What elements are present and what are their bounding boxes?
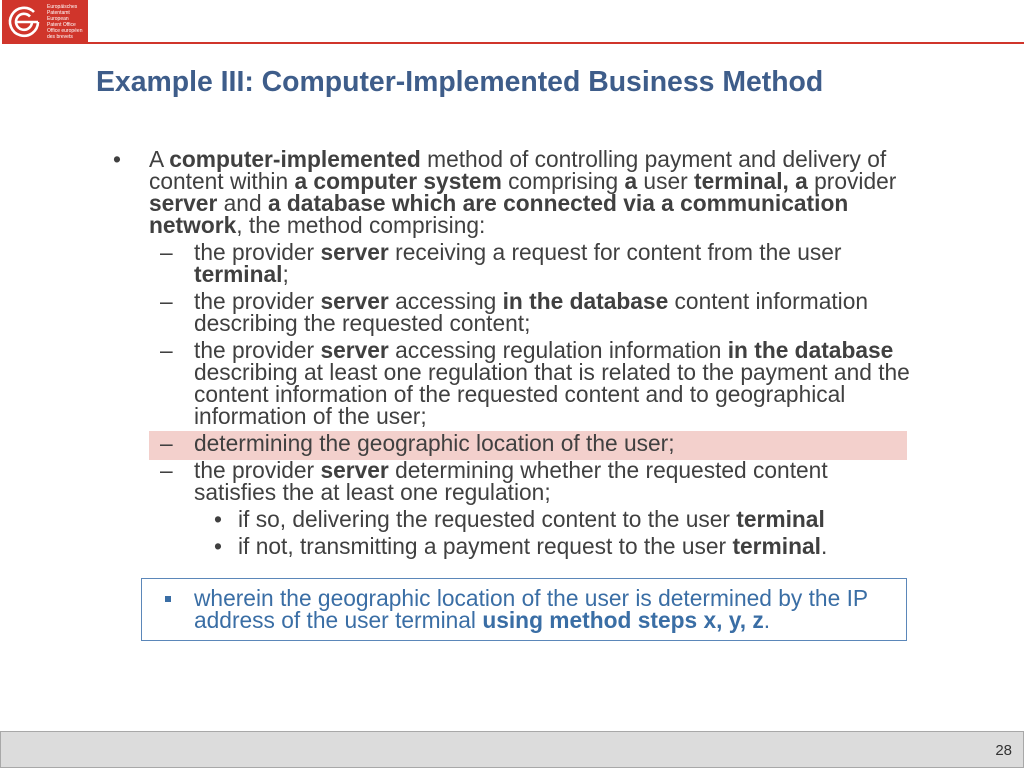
text-line xyxy=(238,508,1024,530)
footer-bar xyxy=(0,731,1024,768)
method-step xyxy=(0,241,1024,285)
text-run: accessing regulation information xyxy=(388,337,728,363)
logo-text xyxy=(47,4,83,40)
text-run: user xyxy=(637,168,695,194)
bold-term: a computer system xyxy=(294,168,502,194)
method-step xyxy=(0,459,1024,503)
text-line xyxy=(194,241,1024,263)
text-run: comprising xyxy=(501,168,625,194)
text-run: if not, transmitting a payment request to the user xyxy=(238,533,733,559)
square-bullet-icon xyxy=(165,596,171,602)
text-run: accessing xyxy=(388,288,503,314)
bullet-icon: • xyxy=(214,533,222,559)
logo-text-line: Europäisches xyxy=(47,4,78,10)
epo-logo xyxy=(2,0,88,44)
bold-term: terminal, a xyxy=(694,168,808,194)
bullet-icon: • xyxy=(113,146,121,172)
bold-term: terminal xyxy=(732,533,821,559)
method-step xyxy=(0,339,1024,427)
epo-emblem-icon xyxy=(5,3,43,41)
bold-term: in the database xyxy=(502,288,669,314)
text-line xyxy=(194,481,1024,503)
bold-term: server xyxy=(320,337,389,363)
text-run: content information of the requested content and to geographical xyxy=(194,381,846,407)
text-run: , the method comprising: xyxy=(236,212,486,238)
dash-bullet-icon: – xyxy=(160,457,173,483)
bold-term: server xyxy=(149,190,218,216)
method-step xyxy=(0,290,1024,334)
bold-term: terminal xyxy=(194,261,283,287)
text-line xyxy=(194,263,1024,285)
text-run: . xyxy=(820,533,828,559)
text-run: content within xyxy=(149,168,295,194)
text-run: determining whether the requested content xyxy=(388,457,828,483)
text-line xyxy=(194,587,868,609)
text-line xyxy=(194,383,1024,405)
text-run: provider xyxy=(807,168,897,194)
text-line xyxy=(149,148,1024,170)
dash-bullet-icon: – xyxy=(160,288,173,314)
text-run: information of the user; xyxy=(194,403,427,429)
text-run: method of controlling payment and delivery of xyxy=(420,146,887,172)
text-run: the provider xyxy=(194,337,321,363)
text-run: content information xyxy=(668,288,869,314)
text-run: ; xyxy=(282,261,289,287)
outcome-item xyxy=(0,535,1024,557)
logo-text-line: Patent Office xyxy=(47,22,76,28)
dash-bullet-icon: – xyxy=(160,337,173,363)
bold-term: a database which are connected via a communication xyxy=(267,190,849,216)
bold-term: using method steps x, y, z xyxy=(482,607,764,633)
text-line xyxy=(194,290,1024,312)
text-run: address of the user terminal xyxy=(194,607,483,633)
text-line xyxy=(149,170,1024,192)
bold-term: a xyxy=(624,168,638,194)
bold-term: computer-implemented xyxy=(169,146,421,172)
claim-body xyxy=(0,148,1024,557)
text-run: the provider xyxy=(194,239,321,265)
text-line xyxy=(194,339,1024,361)
text-line xyxy=(194,405,1024,427)
text-line xyxy=(194,432,1024,454)
bullet-icon: • xyxy=(214,506,222,532)
method-step-highlighted xyxy=(0,432,1024,454)
text-line xyxy=(149,192,1024,214)
bold-term: in the database xyxy=(727,337,894,363)
text-run: the provider xyxy=(194,288,321,314)
text-run: and xyxy=(217,190,268,216)
bold-term: server xyxy=(320,239,389,265)
page-number: 28 xyxy=(995,742,1012,759)
logo-text-line: Office européen xyxy=(47,28,83,34)
text-run: satisfies the at least one regulation; xyxy=(194,479,551,505)
slide-title: Example III: Computer-Implemented Business Method xyxy=(96,66,824,98)
bold-term: server xyxy=(320,288,389,314)
logo-text-line: des brevets xyxy=(47,34,73,40)
dash-bullet-icon: – xyxy=(160,239,173,265)
text-line xyxy=(194,459,1024,481)
bold-term: terminal xyxy=(736,506,825,532)
text-run: wherein the geographic location of the user is determined by the IP xyxy=(194,585,869,611)
claim-intro xyxy=(0,148,1024,236)
text-run: the provider xyxy=(194,457,321,483)
note-box xyxy=(141,578,907,641)
text-run: describing the requested content; xyxy=(194,310,531,336)
text-line xyxy=(238,535,1024,557)
text-run: describing at least one regulation that is related to the payment and the xyxy=(194,359,910,385)
text-run: receiving a request for content from the user xyxy=(388,239,842,265)
text-line xyxy=(194,312,1024,334)
text-line xyxy=(194,361,1024,383)
text-line xyxy=(194,609,868,631)
bold-term: server xyxy=(320,457,389,483)
text-line xyxy=(149,214,1024,236)
text-run: if so, delivering the requested content to the user xyxy=(238,506,737,532)
dash-bullet-icon: – xyxy=(160,430,173,456)
bold-term: network xyxy=(149,212,237,238)
note-text xyxy=(194,587,868,631)
text-run: . xyxy=(763,607,771,633)
text-run: determining the geographic location of the user; xyxy=(194,430,675,456)
logo-text-line: Patentamt xyxy=(47,10,70,16)
outcome-item xyxy=(0,508,1024,530)
logo-text-line: European xyxy=(47,16,69,22)
text-run: A xyxy=(149,146,170,172)
header-rule xyxy=(88,42,1024,44)
